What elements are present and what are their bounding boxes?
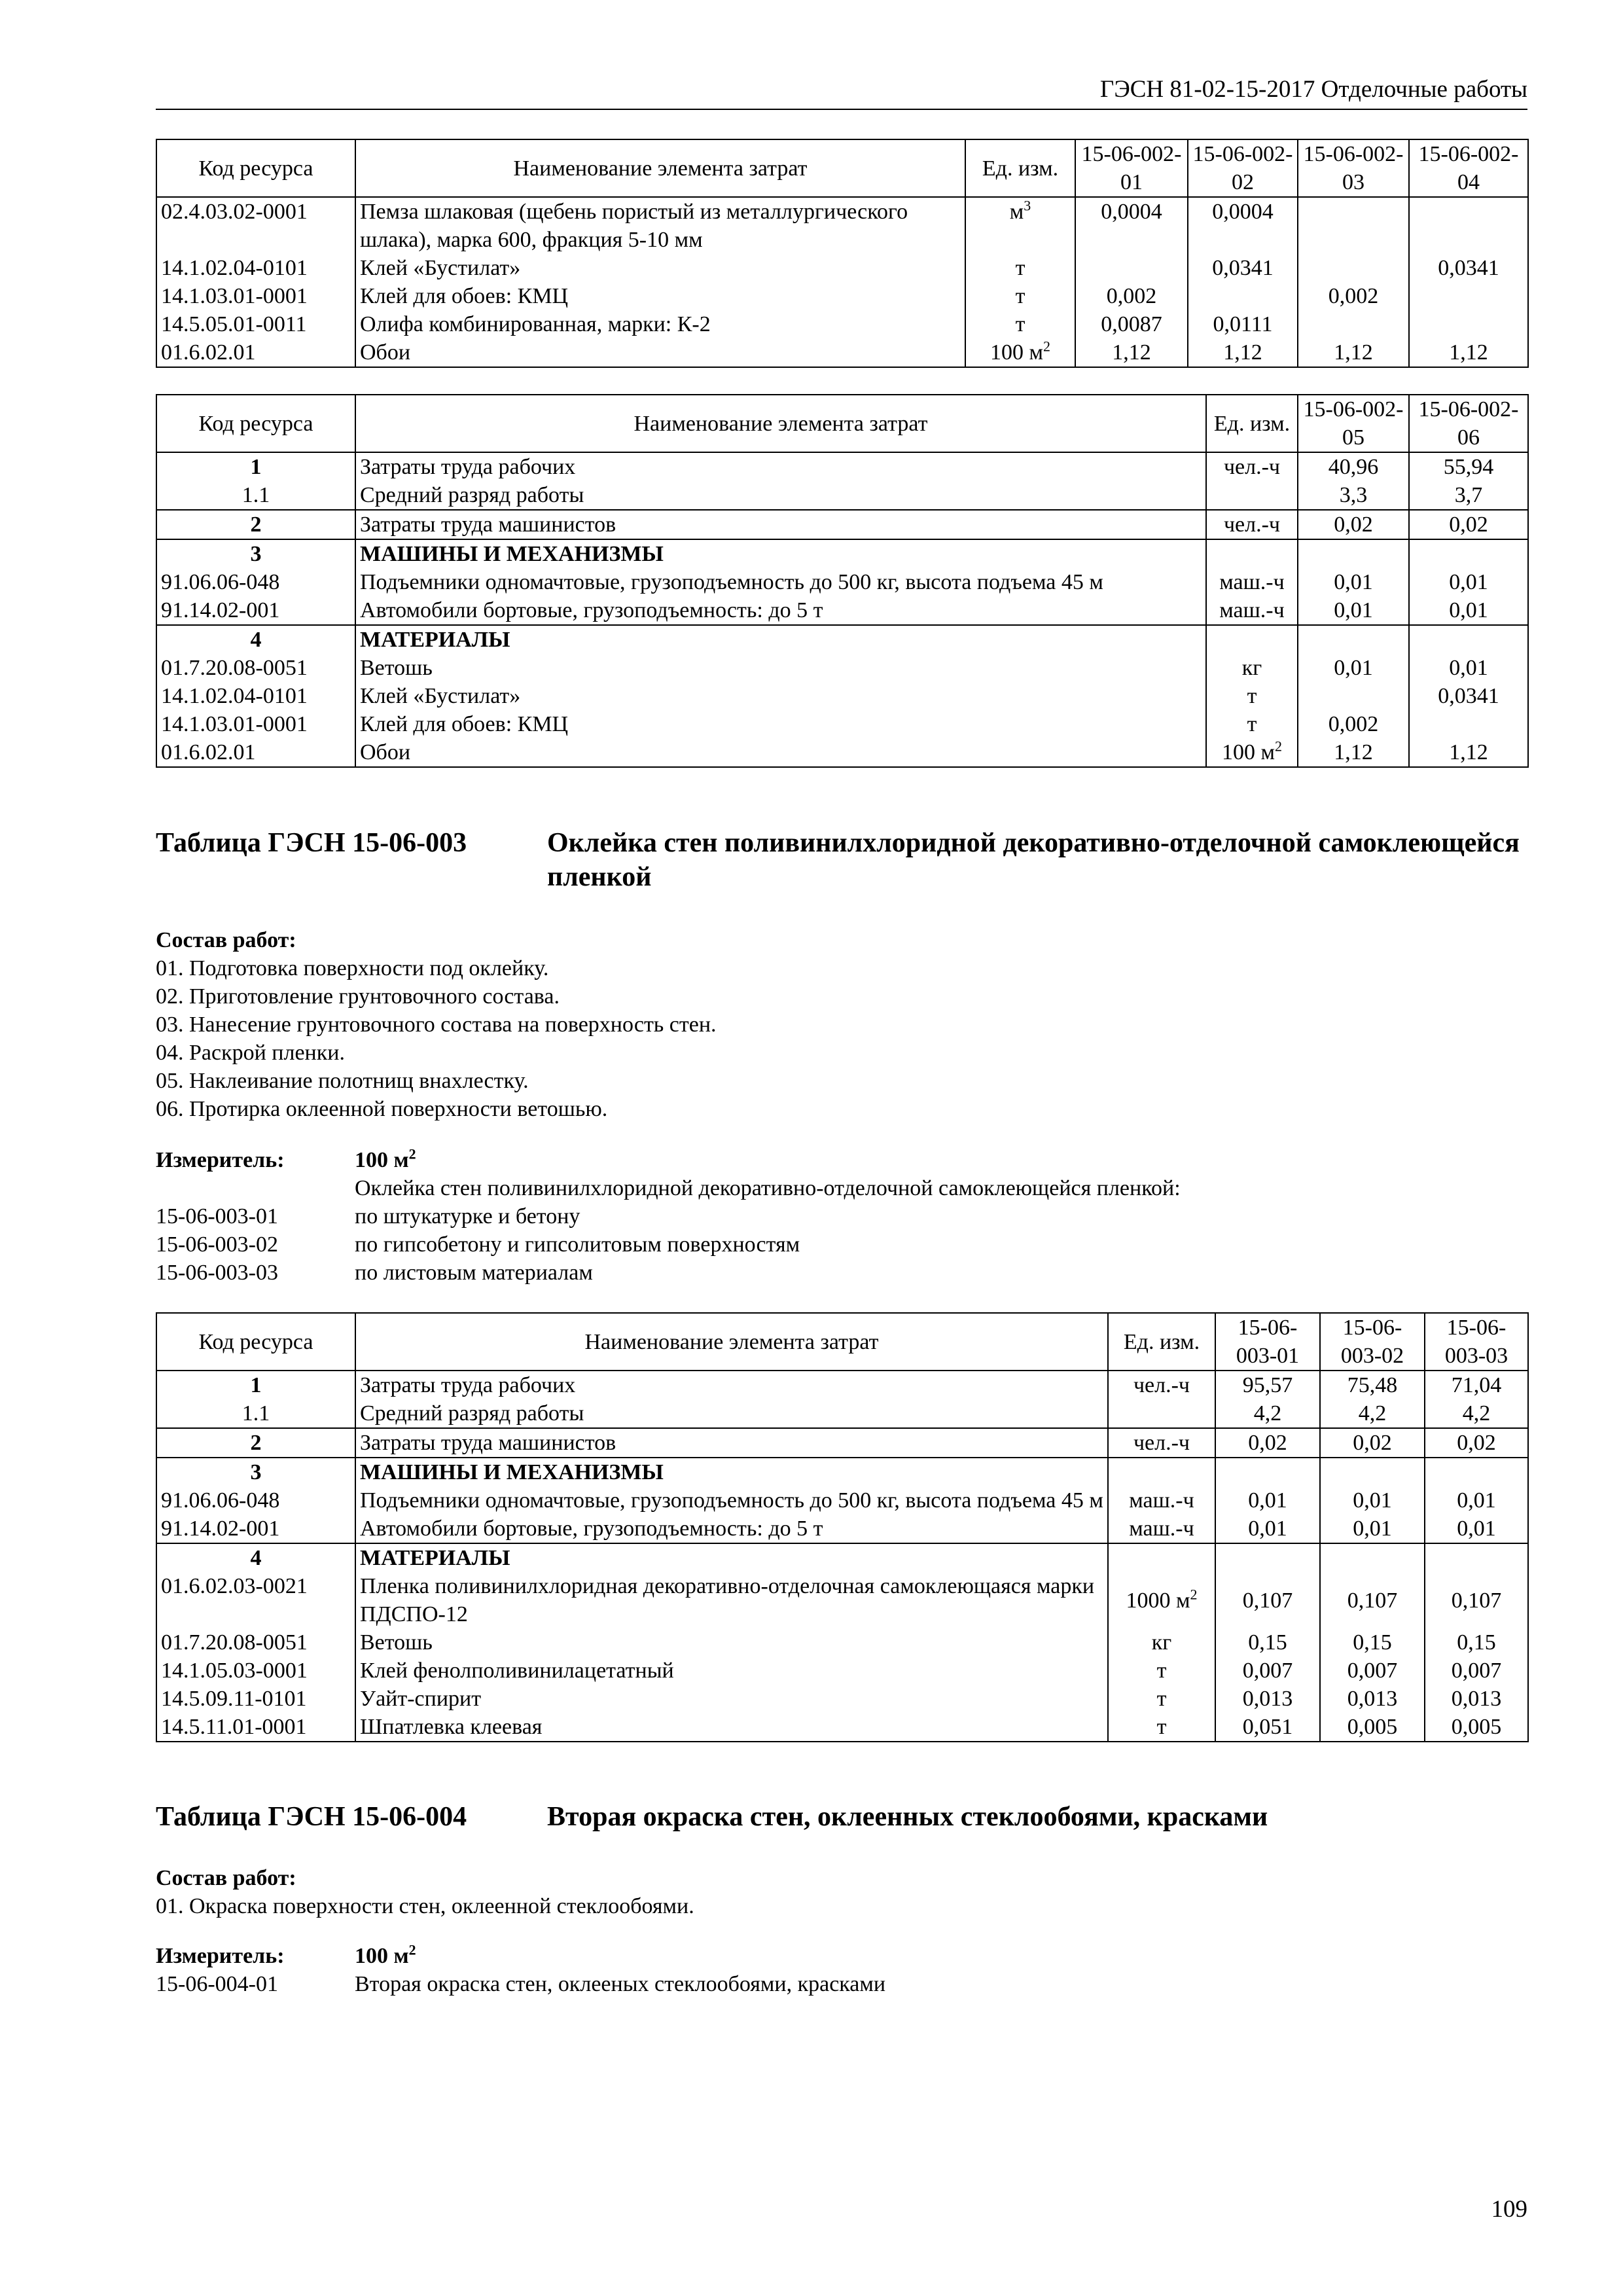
variant-text: по гипсобетону и гипсолитовым поверхностям: [355, 1232, 800, 1257]
table-row: [156, 596, 1528, 625]
unit-text: маш.-ч: [1219, 570, 1285, 594]
variant-code: 15-06-003-02: [156, 1232, 278, 1257]
resource-code: 91.06.06-048: [156, 568, 355, 596]
unit: [1206, 654, 1298, 682]
resource-code: 14.5.11.01-0001: [156, 1713, 355, 1742]
norm-value: [1320, 1458, 1425, 1486]
work-item: 05. Наклеивание полотнищ внахлестку.: [156, 1069, 529, 1093]
table-row: [156, 1371, 1528, 1399]
resource-code: 01.6.02.01: [156, 338, 355, 367]
norm-value: 0,01: [1409, 568, 1528, 596]
table-row: [156, 539, 1528, 568]
norm-value: 3,3: [1298, 481, 1409, 510]
norm-value: [1188, 282, 1298, 310]
work-item: 01. Подготовка поверхности под оклейку.: [156, 956, 549, 980]
unit: [1108, 1628, 1215, 1657]
cost-element-name: Клей «Бустилат»: [355, 254, 965, 282]
norm-value: [1409, 197, 1528, 254]
column-header: 15-06-003-02: [1320, 1313, 1425, 1371]
norm-value: 0,107: [1215, 1572, 1320, 1628]
cost-element-name: Затраты труда машинистов: [355, 510, 1206, 539]
column-header: 15-06-003-01: [1215, 1313, 1320, 1371]
cost-element-name: Подъемники одномачтовые, грузоподъемность до 500 кг, высота подъема 45 м: [355, 568, 1206, 596]
unit-text: чел.-ч: [1223, 512, 1281, 537]
work-item: 03. Нанесение грунтовочного состава на поверхность стен.: [156, 1013, 717, 1037]
norm-value: 95,57: [1215, 1371, 1320, 1399]
variant-code: 15-06-003-03: [156, 1261, 278, 1285]
table-row: [156, 1515, 1528, 1543]
norm-value: 0,107: [1425, 1572, 1528, 1628]
table-row: [156, 1685, 1528, 1713]
norm-value: 1,12: [1298, 338, 1409, 367]
norm-value: 0,005: [1425, 1713, 1528, 1742]
meter-block-003: [156, 1146, 1527, 1287]
resource-code: 01.6.02.01: [156, 738, 355, 767]
norm-value: [1409, 625, 1528, 654]
cost-element-name: Клей для обоев: КМЦ: [355, 710, 1206, 738]
norm-value: [1425, 1543, 1528, 1572]
column-header: 15-06-002-03: [1298, 139, 1409, 197]
cost-element-name: Автомобили бортовые, грузоподъемность: до 5 т: [355, 596, 1206, 625]
norm-value: 0,002: [1075, 282, 1188, 310]
unit: [1108, 1572, 1215, 1628]
norm-value: 0,15: [1425, 1628, 1528, 1657]
unit: [965, 254, 1075, 282]
work-item: 01. Окраска поверхности стен, оклеенной стеклообоями.: [156, 1894, 694, 1918]
unit-text: маш.-ч: [1219, 598, 1285, 622]
table-row: [156, 710, 1528, 738]
norm-value: 4,2: [1215, 1399, 1320, 1428]
cost-element-name: МАШИНЫ И МЕХАНИЗМЫ: [355, 1458, 1108, 1486]
column-header: 15-06-002-02: [1188, 139, 1298, 197]
cost-element-name: Затраты труда рабочих: [355, 452, 1206, 481]
norm-value: 1,12: [1409, 338, 1528, 367]
norm-value: [1425, 1458, 1528, 1486]
unit-text: т: [1156, 1687, 1167, 1711]
norm-value: [1298, 310, 1409, 338]
resource-code: 91.06.06-048: [156, 1486, 355, 1515]
work-composition-label: Состав работ:: [156, 928, 296, 952]
column-header: Наименование элемента затрат: [355, 139, 965, 197]
norm-value: 0,01: [1425, 1515, 1528, 1543]
resource-code: 1: [156, 1371, 355, 1399]
norm-value: 4,2: [1320, 1399, 1425, 1428]
table-row: [156, 282, 1528, 310]
resource-code: 01.6.02.03-0021: [156, 1572, 355, 1628]
unit-text: 1000 м: [1126, 1588, 1190, 1613]
norm-value: [1075, 254, 1188, 282]
cost-element-name: Олифа комбинированная, марки: К-2: [355, 310, 965, 338]
table-row: [156, 1486, 1528, 1515]
table-row: [156, 568, 1528, 596]
column-header: 15-06-003-03: [1425, 1313, 1528, 1371]
column-header: Наименование элемента затрат: [355, 395, 1206, 452]
norm-value: 40,96: [1298, 452, 1409, 481]
unit-text: 100 м: [1221, 740, 1275, 764]
table-003-name: Оклейка стен поливинилхлоридной декоративно-отделочной самоклеющейся пленкой: [547, 828, 1520, 892]
norm-value: 0,013: [1320, 1685, 1425, 1713]
table-row: [156, 682, 1528, 710]
norm-value: 0,002: [1298, 710, 1409, 738]
variant-text: по листовым материалам: [355, 1261, 593, 1285]
cost-element-name: Автомобили бортовые, грузоподъемность: до 5 т: [355, 1515, 1108, 1543]
variant-code: 15-06-004-01: [156, 1972, 278, 1996]
cost-element-name: Пленка поливинилхлоридная декоративно-отделочная самоклеющаяся марки ПДСПО-12: [355, 1572, 1108, 1628]
norm-value: 1,12: [1409, 738, 1528, 767]
resource-code: 01.7.20.08-0051: [156, 654, 355, 682]
norm-value: 0,01: [1298, 654, 1409, 682]
resource-table-003: [156, 1312, 1529, 1742]
unit-text: т: [1156, 1715, 1167, 1739]
cost-element-name: Затраты труда машинистов: [355, 1428, 1108, 1458]
meter-label: Измеритель:: [156, 1148, 285, 1172]
norm-value: 0,107: [1320, 1572, 1425, 1628]
unit: [1206, 738, 1298, 767]
norm-value: 0,007: [1425, 1657, 1528, 1685]
norm-value: 0,013: [1425, 1685, 1528, 1713]
table-row: [156, 1458, 1528, 1486]
resource-code: 1.1: [156, 1399, 355, 1428]
norm-value: 1,12: [1188, 338, 1298, 367]
resource-code: 2: [156, 510, 355, 539]
table-row: [156, 1428, 1528, 1458]
unit-text: кг: [1151, 1630, 1172, 1655]
table-row: [156, 254, 1528, 282]
unit-text: чел.-ч: [1223, 455, 1281, 479]
table-003-number: Таблица ГЭСН 15-06-003: [156, 828, 467, 858]
meter-value: 100 $м^2$: [355, 1941, 416, 1968]
table-row: [156, 197, 1528, 254]
resource-code: 1.1: [156, 481, 355, 510]
norm-value: [1298, 625, 1409, 654]
norm-value: 1,12: [1075, 338, 1188, 367]
norm-value: [1409, 310, 1528, 338]
norm-value: 0,01: [1298, 596, 1409, 625]
table-row: [156, 1572, 1528, 1628]
unit: [965, 338, 1075, 367]
norm-value: 0,0004: [1188, 197, 1298, 254]
column-header: Ед. изм.: [1108, 1313, 1215, 1371]
column-header: Код ресурса: [156, 395, 355, 452]
table-row: [156, 481, 1528, 510]
norm-value: 0,0087: [1075, 310, 1188, 338]
norm-value: 0,01: [1409, 596, 1528, 625]
resource-table-002-part1: [156, 139, 1529, 368]
unit: [1206, 452, 1298, 481]
unit-text: кг: [1241, 656, 1262, 680]
norm-value: 0,005: [1320, 1713, 1425, 1742]
cost-element-name: Пемза шлаковая (щебень пористый из металлургического шлака), марка 600, фракция 5-10 мм: [355, 197, 965, 254]
unit-text: т: [1015, 284, 1026, 308]
unit-text: маш.-ч: [1129, 1516, 1194, 1541]
unit: [1206, 625, 1298, 654]
norm-value: 0,01: [1425, 1486, 1528, 1515]
unit-text: 100 м: [990, 340, 1043, 365]
cost-element-name: Шпатлевка клеевая: [355, 1713, 1108, 1742]
unit-text: чел.-ч: [1133, 1431, 1190, 1455]
unit: [1206, 481, 1298, 510]
column-header: Код ресурса: [156, 1313, 355, 1371]
norm-value: [1298, 682, 1409, 710]
cost-element-name: Средний разряд работы: [355, 481, 1206, 510]
norm-value: 0,013: [1215, 1685, 1320, 1713]
resource-code: 14.5.09.11-0101: [156, 1685, 355, 1713]
table-004-name: Вторая окраска стен, оклеенных стеклообоями, красками: [547, 1802, 1268, 1832]
resource-code: 3: [156, 539, 355, 568]
norm-value: 0,02: [1298, 510, 1409, 539]
resource-code: 4: [156, 1543, 355, 1572]
table-row: [156, 510, 1528, 539]
variant-text: по штукатурке и бетону: [355, 1204, 580, 1229]
resource-code: 14.5.05.01-0011: [156, 310, 355, 338]
unit-text: м: [1009, 200, 1024, 224]
norm-value: [1215, 1458, 1320, 1486]
resource-code: 91.14.02-001: [156, 1515, 355, 1543]
unit: [1108, 1657, 1215, 1685]
cost-element-name: Обои: [355, 338, 965, 367]
column-header: Ед. изм.: [965, 139, 1075, 197]
unit: [1108, 1515, 1215, 1543]
resource-code: 14.1.03.01-0001: [156, 282, 355, 310]
norm-value: 0,01: [1409, 654, 1528, 682]
resource-table-002-part2: [156, 394, 1529, 768]
norm-value: 0,007: [1320, 1657, 1425, 1685]
norm-value: 75,48: [1320, 1371, 1425, 1399]
table-row: [156, 738, 1528, 767]
table-row: [156, 1543, 1528, 1572]
unit-exponent: 3: [1024, 197, 1031, 214]
norm-value: 0,01: [1320, 1515, 1425, 1543]
unit-exponent: 2: [1043, 338, 1050, 355]
unit-text: т: [1015, 256, 1026, 280]
cost-element-name: Затраты труда рабочих: [355, 1371, 1108, 1399]
table-row: [156, 452, 1528, 481]
table-row: [156, 338, 1528, 367]
cost-element-name: МАШИНЫ И МЕХАНИЗМЫ: [355, 539, 1206, 568]
unit: [1108, 1428, 1215, 1458]
unit: [1108, 1486, 1215, 1515]
work-composition-003: [156, 926, 1527, 1123]
norm-value: [1298, 254, 1409, 282]
unit: [1206, 510, 1298, 539]
norm-value: 0,15: [1320, 1628, 1425, 1657]
cost-element-name: Обои: [355, 738, 1206, 767]
column-header: Код ресурса: [156, 139, 355, 197]
norm-value: [1298, 539, 1409, 568]
cost-element-name: Уайт-спирит: [355, 1685, 1108, 1713]
work-item: 06. Протирка оклеенной поверхности ветошью.: [156, 1097, 608, 1121]
column-header: Ед. изм.: [1206, 395, 1298, 452]
cost-element-name: Ветошь: [355, 654, 1206, 682]
unit-text: т: [1156, 1659, 1167, 1683]
unit-exponent: 2: [1275, 738, 1282, 755]
norm-value: [1409, 539, 1528, 568]
unit-exponent: 2: [1190, 1586, 1198, 1603]
norm-value: [1298, 197, 1409, 254]
norm-value: [1215, 1543, 1320, 1572]
meter-block-004: [156, 1942, 1527, 1998]
table-row: [156, 1399, 1528, 1428]
norm-value: 0,02: [1320, 1428, 1425, 1458]
norm-value: 0,15: [1215, 1628, 1320, 1657]
column-header: 15-06-002-04: [1409, 139, 1528, 197]
norm-value: 0,0004: [1075, 197, 1188, 254]
table-row: [156, 1713, 1528, 1742]
norm-value: 3,7: [1409, 481, 1528, 510]
resource-code: 2: [156, 1428, 355, 1458]
resource-code: 14.1.02.04-0101: [156, 682, 355, 710]
table-row: [156, 310, 1528, 338]
column-header: Наименование элемента затрат: [355, 1313, 1108, 1371]
table-004-number: Таблица ГЭСН 15-06-004: [156, 1802, 467, 1832]
unit: [1206, 710, 1298, 738]
unit: [1108, 1371, 1215, 1399]
resource-code: 3: [156, 1458, 355, 1486]
unit-text: т: [1015, 312, 1026, 336]
unit: [1206, 568, 1298, 596]
unit: [1206, 539, 1298, 568]
cost-element-name: Подъемники одномачтовые, грузоподъемность до 500 кг, высота подъема 45 м: [355, 1486, 1108, 1515]
norm-value: 0,0341: [1188, 254, 1298, 282]
page-number: 109: [1491, 2196, 1527, 2223]
unit-text: т: [1247, 684, 1257, 708]
norm-value: 0,0341: [1409, 254, 1528, 282]
resource-code: 1: [156, 452, 355, 481]
column-header: 15-06-002-06: [1409, 395, 1528, 452]
norm-value: 71,04: [1425, 1371, 1528, 1399]
unit: [965, 197, 1075, 254]
unit-text: маш.-ч: [1129, 1488, 1194, 1513]
unit: [1108, 1543, 1215, 1572]
unit: [1108, 1713, 1215, 1742]
norm-value: 0,002: [1298, 282, 1409, 310]
meter-label: Измеритель:: [156, 1944, 285, 1968]
unit: [1206, 682, 1298, 710]
unit: [965, 310, 1075, 338]
table-row: [156, 1657, 1528, 1685]
variant-code: 15-06-003-01: [156, 1204, 278, 1229]
norm-value: 4,2: [1425, 1399, 1528, 1428]
norm-value: 0,01: [1298, 568, 1409, 596]
work-item: 02. Приготовление грунтовочного состава.: [156, 984, 560, 1009]
norm-value: 0,007: [1215, 1657, 1320, 1685]
cost-element-name: МАТЕРИАЛЫ: [355, 625, 1206, 654]
cost-element-name: Клей фенолполивинилацетатный: [355, 1657, 1108, 1685]
norm-value: 0,01: [1320, 1486, 1425, 1515]
cost-element-name: Ветошь: [355, 1628, 1108, 1657]
norm-value: 0,0111: [1188, 310, 1298, 338]
norm-value: [1409, 710, 1528, 738]
norm-value: [1320, 1543, 1425, 1572]
resource-code: 91.14.02-001: [156, 596, 355, 625]
table-row: [156, 1628, 1528, 1657]
norm-value: 0,01: [1215, 1486, 1320, 1515]
running-header: ГЭСН 81-02-15-2017 Отделочные работы: [156, 73, 1527, 110]
resource-code: 02.4.03.02-0001: [156, 197, 355, 254]
variant-text: Вторая окраска стен, оклееных стеклообоями, красками: [355, 1972, 886, 1996]
norm-value: 0,02: [1409, 510, 1528, 539]
resource-code: 14.1.02.04-0101: [156, 254, 355, 282]
table-row: [156, 654, 1528, 682]
resource-code: 14.1.03.01-0001: [156, 710, 355, 738]
meter-value: 100 $м^2$: [355, 1145, 416, 1172]
unit: [1108, 1458, 1215, 1486]
unit: [965, 282, 1075, 310]
table-row: [156, 625, 1528, 654]
column-header: 15-06-002-05: [1298, 395, 1409, 452]
norm-value: 0,02: [1215, 1428, 1320, 1458]
norm-value: [1409, 282, 1528, 310]
norm-value: 0,02: [1425, 1428, 1528, 1458]
work-composition-label: Состав работ:: [156, 1866, 296, 1890]
unit: [1108, 1685, 1215, 1713]
resource-code: 14.1.05.03-0001: [156, 1657, 355, 1685]
norm-value: 0,01: [1215, 1515, 1320, 1543]
norm-value: 0,0341: [1409, 682, 1528, 710]
unit: [1108, 1399, 1215, 1428]
unit-text: т: [1247, 712, 1257, 736]
meter-description: Оклейка стен поливинилхлоридной декоративно-отделочной самоклеющейся пленкой:: [355, 1176, 1181, 1200]
unit: [1206, 596, 1298, 625]
cost-element-name: Клей «Бустилат»: [355, 682, 1206, 710]
cost-element-name: Средний разряд работы: [355, 1399, 1108, 1428]
norm-value: 1,12: [1298, 738, 1409, 767]
work-item: 04. Раскрой пленки.: [156, 1041, 345, 1065]
resource-code: 4: [156, 625, 355, 654]
resource-code: 01.7.20.08-0051: [156, 1628, 355, 1657]
work-composition-004: [156, 1864, 1527, 1920]
norm-value: 55,94: [1409, 452, 1528, 481]
cost-element-name: Клей для обоев: КМЦ: [355, 282, 965, 310]
unit-text: чел.-ч: [1133, 1373, 1190, 1397]
norm-value: 0,051: [1215, 1713, 1320, 1742]
cost-element-name: МАТЕРИАЛЫ: [355, 1543, 1108, 1572]
column-header: 15-06-002-01: [1075, 139, 1188, 197]
